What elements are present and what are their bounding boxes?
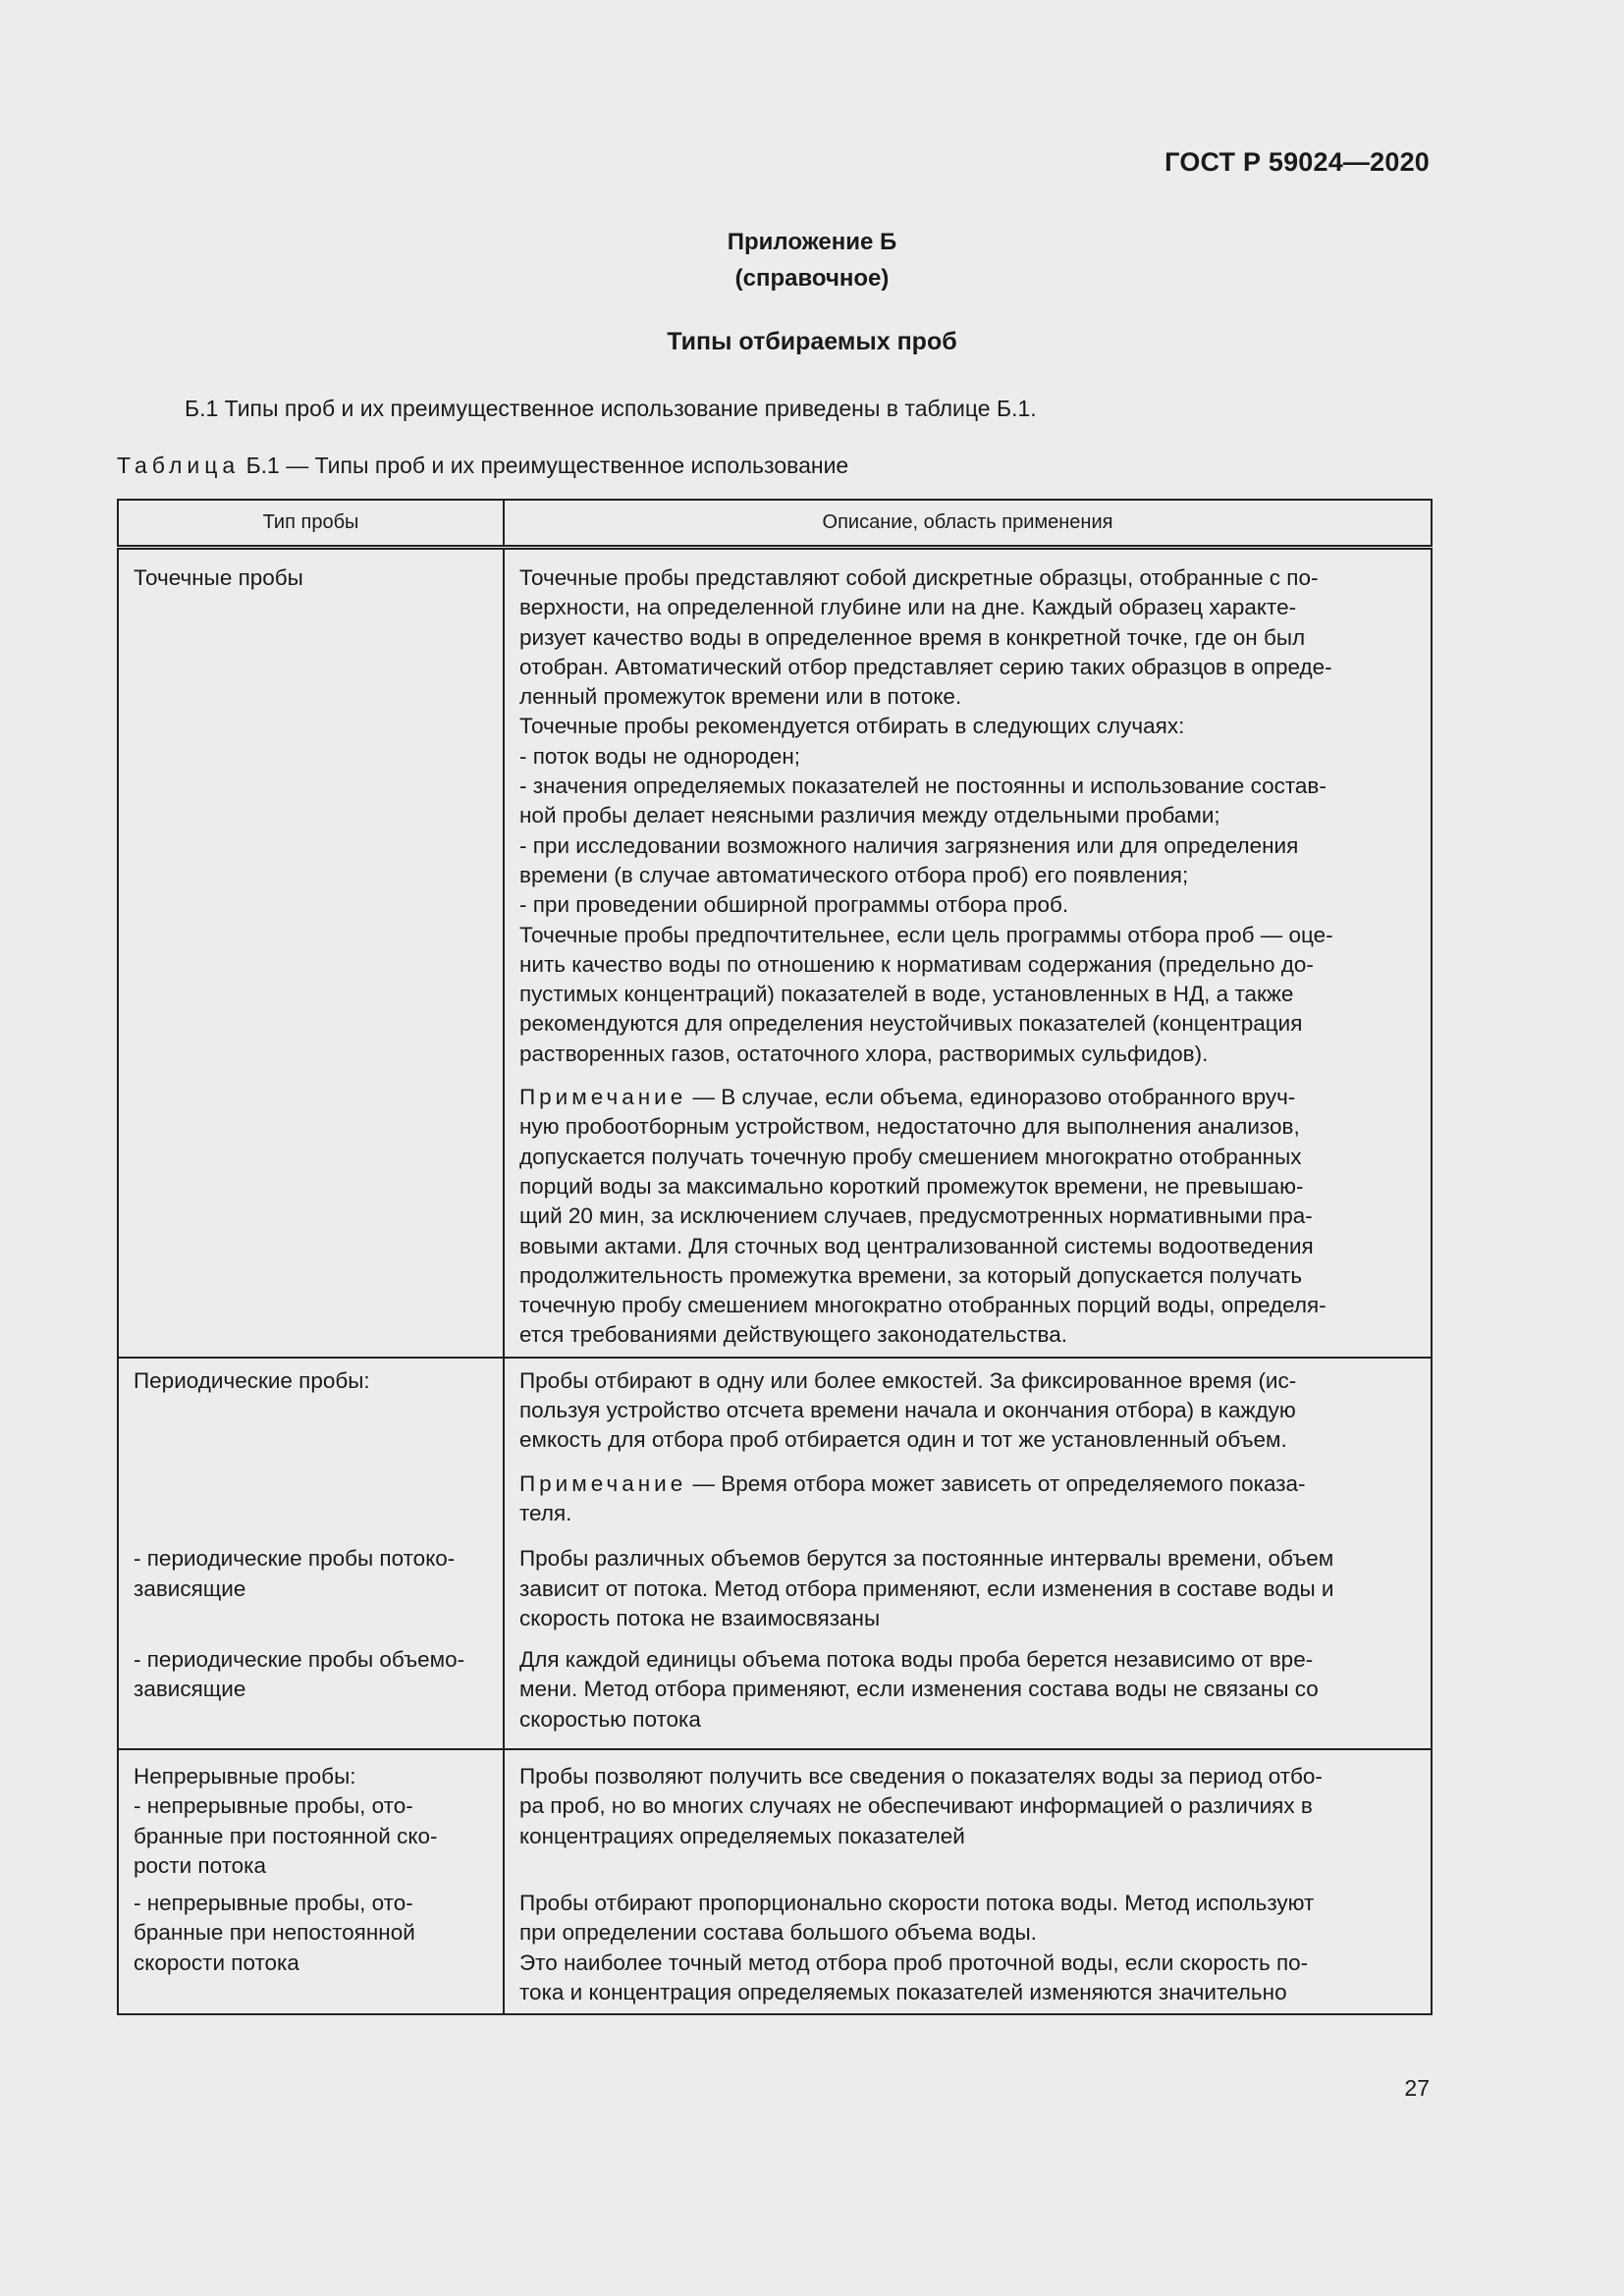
periodic-note-rest [519, 1499, 1416, 1528]
spot-note [519, 1083, 1416, 1351]
cell-type-continuous-variable [118, 1881, 504, 2014]
header-description: Описание, область применения [504, 500, 1432, 548]
header-sample-type: Тип пробы [118, 500, 504, 548]
cell-desc-periodic [504, 1358, 1432, 1528]
text-line: скоростью потока [519, 1706, 701, 1732]
text-line: пустимых концентраций) показателей в воде, установленных в НД, а также [519, 982, 1294, 1007]
periodic-description [519, 1366, 1416, 1456]
text-line: зависит от потока. Метод отбора применяют, если изменения в составе воды и [519, 1575, 1334, 1601]
text-line: точечную пробу смешением многократно отобранных порций воды, определя- [519, 1293, 1326, 1318]
text-line: емкость для отбора проб отбирается один и тот же установленный объем. [519, 1427, 1287, 1453]
periodic-volume-description [519, 1645, 1416, 1735]
table-header-row [118, 500, 1432, 548]
text-line: бранные при непостоянной [134, 1920, 415, 1946]
sample-types-table [117, 499, 1433, 2015]
text-line: рекомендуются для определения неустойчивых показателей (концентрация [519, 1011, 1303, 1037]
text-line: теля. [519, 1500, 572, 1525]
text-line: - непрерывные пробы, ото- [134, 1793, 413, 1819]
text-line: времени (в случае автоматического отбора проб) его появления; [519, 862, 1189, 887]
text-line: Для каждой единицы объема потока воды проба берется независимо от вре- [519, 1647, 1314, 1673]
table-caption [117, 453, 848, 479]
intro-paragraph: Б.1 Типы проб и их преимущественное использование приведены в таблице Б.1. [185, 396, 1037, 421]
table-row-periodic [118, 1358, 1432, 1528]
text-line: отобран. Автоматический отбор представляет серию таких образцов в опреде- [519, 654, 1332, 679]
cell-type-periodic-flow [118, 1528, 504, 1633]
page-number: 27 [1404, 2075, 1430, 2101]
text-line: нить качество воды по отношению к нормативам содержания (предельно до- [519, 951, 1314, 977]
text-line: - периодические пробы потоко- [134, 1546, 456, 1572]
table-row-periodic-volume [118, 1633, 1432, 1749]
text-line: зависящие [134, 1575, 246, 1601]
text-line: Точечные пробы предпочтительнее, если цель программы отбора проб — оце- [519, 922, 1333, 947]
cell-desc-periodic-flow [504, 1528, 1432, 1633]
table-row-continuous [118, 1749, 1432, 1881]
text-line: - периодические пробы объемо- [134, 1647, 465, 1673]
text-line: пользуя устройство отсчета времени начала и окончания отбора) в каждую [519, 1398, 1296, 1423]
cell-desc-continuous-variable [504, 1881, 1432, 2014]
cell-desc-periodic-volume [504, 1633, 1432, 1749]
cell-desc-spot [504, 548, 1432, 1358]
text-line: продолжительность промежутка времени, за который допускается получать [519, 1262, 1303, 1288]
text-line: Точечные пробы рекомендуется отбирать в следующих случаях: [519, 714, 1185, 739]
text-line: Пробы отбирают в одну или более емкостей. За фиксированное время (ис- [519, 1367, 1297, 1393]
periodic-type-label: Периодические пробы: [134, 1367, 370, 1393]
cell-type-spot [118, 548, 504, 1358]
periodic-note [519, 1469, 1416, 1529]
text-line: растворенных газов, остаточного хлора, растворимых сульфидов). [519, 1041, 1209, 1066]
spot-note-word: Примечание [519, 1085, 687, 1110]
text-line: ризует качество воды в определенное время в конкретной точке, где он был [519, 624, 1306, 650]
text-line: скорость потока не взаимосвязаны [519, 1605, 881, 1630]
appendix-heading [0, 224, 1624, 296]
text-line: верхности, на определенной глубине или на дне. Каждый образец характе- [519, 595, 1297, 620]
text-line: - при проведении обширной программы отбора проб. [519, 892, 1069, 918]
appendix-subtitle: (справочное) [734, 265, 890, 292]
text-line: ной пробы делает неясными различия между отдельными пробами; [519, 803, 1220, 828]
text-line: Пробы различных объемов берутся за постоянные интервалы времени, объем [519, 1546, 1334, 1572]
text-line: ра проб, но во многих случаях не обеспечивают информацией о различиях в [519, 1793, 1313, 1819]
spot-note-rest [519, 1112, 1416, 1350]
periodic-flow-description [519, 1544, 1416, 1633]
text-line: мени. Метод отбора применяют, если изменения состава воды не связаны со [519, 1677, 1319, 1702]
text-line: бранные при постоянной ско- [134, 1823, 438, 1848]
text-line: - значения определяемых показателей не постоянны и использование состав- [519, 774, 1326, 799]
periodic-flow-type [134, 1544, 488, 1604]
text-line: скорости потока [134, 1949, 299, 1975]
table-caption-word: Таблица [117, 453, 241, 478]
text-line: - при исследовании возможного наличия загрязнения или для определения [519, 832, 1299, 858]
text-line: при определении состава большого объема воды. [519, 1920, 1037, 1946]
spot-note-first-line: — В случае, если объема, единоразово отобранного вруч- [686, 1085, 1296, 1110]
text-line: - непрерывные пробы, ото- [134, 1891, 413, 1916]
text-line: Пробы отбирают пропорционально скорости потока воды. Метод используют [519, 1891, 1315, 1916]
table-row-spot [118, 548, 1432, 1358]
text-line: тока и концентрация определяемых показателей изменяются значительно [519, 1980, 1287, 2005]
text-line: щий 20 мин, за исключением случаев, предусмотренных нормативными пра- [519, 1203, 1313, 1229]
appendix-title: Приложение Б [727, 229, 897, 255]
table-row-periodic-flow [118, 1528, 1432, 1633]
continuous-variable-type [134, 1889, 488, 1978]
table-caption-text: Б.1 — Типы проб и их преимущественное использование [245, 453, 849, 478]
cell-type-periodic [118, 1358, 504, 1528]
text-line: Пробы позволяют получить все сведения о показателях воды за период отбо- [519, 1763, 1323, 1789]
text-line: ленный промежуток времени или в потоке. [519, 684, 962, 710]
spot-type-label: Точечные пробы [134, 565, 303, 590]
text-line: ную пробоотборным устройством, недостаточно для выполнения анализов, [519, 1114, 1300, 1140]
text-line: вовыми актами. Для сточных вод централизованной системы водоотведения [519, 1233, 1314, 1258]
text-line: рости потока [134, 1852, 267, 1878]
periodic-volume-type [134, 1645, 488, 1705]
periodic-note-word: Примечание [519, 1470, 687, 1496]
text-line: допускается получать точечную пробу смешением многократно отобранных [519, 1144, 1302, 1169]
section-title: Типы отбираемых проб [667, 328, 957, 355]
text-line: ется требованиями действующего законодательства. [519, 1322, 1067, 1348]
continuous-description [519, 1762, 1416, 1851]
table-row-continuous-variable [118, 1881, 1432, 2014]
text-line: порций воды за максимально короткий промежуток времени, не превышаю- [519, 1173, 1304, 1199]
continuous-variable-description [519, 1889, 1416, 2007]
text-line: зависящие [134, 1677, 246, 1702]
text-line: концентрациях определяемых показателей [519, 1823, 965, 1848]
cell-type-periodic-volume [118, 1633, 504, 1749]
periodic-note-first-line: — Время отбора может зависеть от определяемого показа- [686, 1470, 1306, 1496]
cell-type-continuous [118, 1749, 504, 1881]
text-line: Точечные пробы представляют собой дискретные образцы, отобранные с по- [519, 565, 1319, 590]
spot-description [519, 563, 1416, 1069]
text-line: - поток воды не однороден; [519, 743, 801, 769]
cell-desc-continuous [504, 1749, 1432, 1881]
continuous-type [134, 1762, 488, 1881]
standard-code: ГОСТ Р 59024—2020 [1164, 147, 1430, 177]
text-line: Непрерывные пробы: [134, 1763, 356, 1789]
text-line: Это наиболее точный метод отбора проб проточной воды, если скорость по- [519, 1949, 1309, 1975]
